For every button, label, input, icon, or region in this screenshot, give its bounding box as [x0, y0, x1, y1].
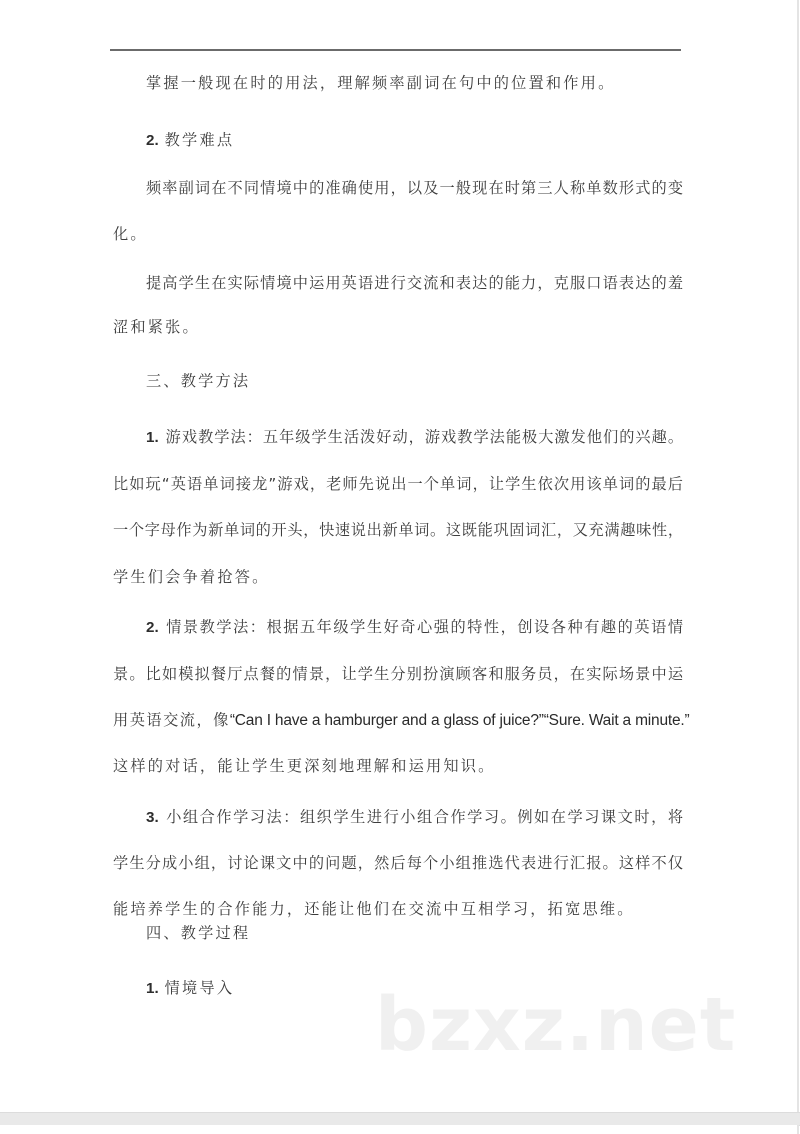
paragraph-ability-line-2: 涩和紧张。	[113, 318, 200, 336]
method-2-line-3	[113, 708, 690, 732]
method-1-line-3: 一个字母作为新单词的开头，快速说出新单词。这既能巩固词汇，又充满趣味性，	[113, 521, 683, 539]
paragraph-difficulty-line-2: 化。	[113, 225, 148, 243]
method-3-line-2: 学生分成小组，讨论课文中的问题，然后每个小组推选代表进行汇报。这样不仅	[113, 854, 683, 872]
heading-number: 2.	[146, 132, 159, 149]
heading-teaching-process: 四、教学过程	[146, 924, 251, 942]
method-number: 1.	[146, 429, 159, 446]
method-text: 小组合作学习法：组织学生进行小组合作学习。例如在学习课文时，将	[164, 808, 683, 826]
method-text: 用英语交流，像	[113, 711, 230, 729]
watermark: bzxz.net	[375, 982, 737, 1068]
method-1-line-1	[146, 425, 683, 449]
method-number: 2.	[146, 619, 159, 636]
method-text: 情景教学法：根据五年级学生好奇心强的特性，创设各种有趣的英语情	[164, 618, 683, 636]
heading-teaching-difficulty	[146, 128, 683, 152]
method-3-line-1	[146, 805, 683, 829]
method-number: 3.	[146, 809, 159, 826]
method-3-line-3: 能培养学生的合作能力，还能让他们在交流中互相学习，拓宽思维。	[113, 900, 635, 918]
heading-text: 教学难点	[164, 131, 235, 149]
page-gap	[0, 1112, 800, 1126]
method-2-line-2: 景。比如模拟餐厅点餐的情景，让学生分别扮演顾客和服务员，在实际场景中运	[113, 665, 683, 683]
method-text: 游戏教学法：五年级学生活泼好动，游戏教学法能极大激发他们的兴趣。	[164, 428, 683, 446]
method-1-line-4: 学生们会争着抢答。	[113, 568, 270, 586]
header-rule	[110, 49, 681, 51]
english-dialogue: “Can I have a hamburger and a glass of juice?”“Sure. Wait a minute.”	[229, 712, 690, 729]
step-number: 1.	[146, 980, 159, 997]
method-1-line-2: 比如玩“英语单词接龙”游戏，老师先说出一个单词，让学生依次用该单词的最后	[113, 475, 683, 493]
paragraph-ability-line-1: 提高学生在实际情境中运用英语进行交流和表达的能力，克服口语表达的羞	[146, 274, 683, 292]
step-text: 情境导入	[164, 979, 235, 997]
paragraph-key-points: 掌握一般现在时的用法，理解频率副词在句中的位置和作用。	[146, 74, 616, 92]
heading-teaching-methods: 三、教学方法	[146, 372, 251, 390]
method-2-line-4: 这样的对话，能让学生更深刻地理解和运用知识。	[113, 757, 496, 775]
paragraph-difficulty-line-1: 频率副词在不同情境中的准确使用，以及一般现在时第三人称单数形式的变	[146, 179, 683, 197]
next-page-top	[0, 1125, 799, 1134]
method-2-line-1	[146, 615, 683, 639]
